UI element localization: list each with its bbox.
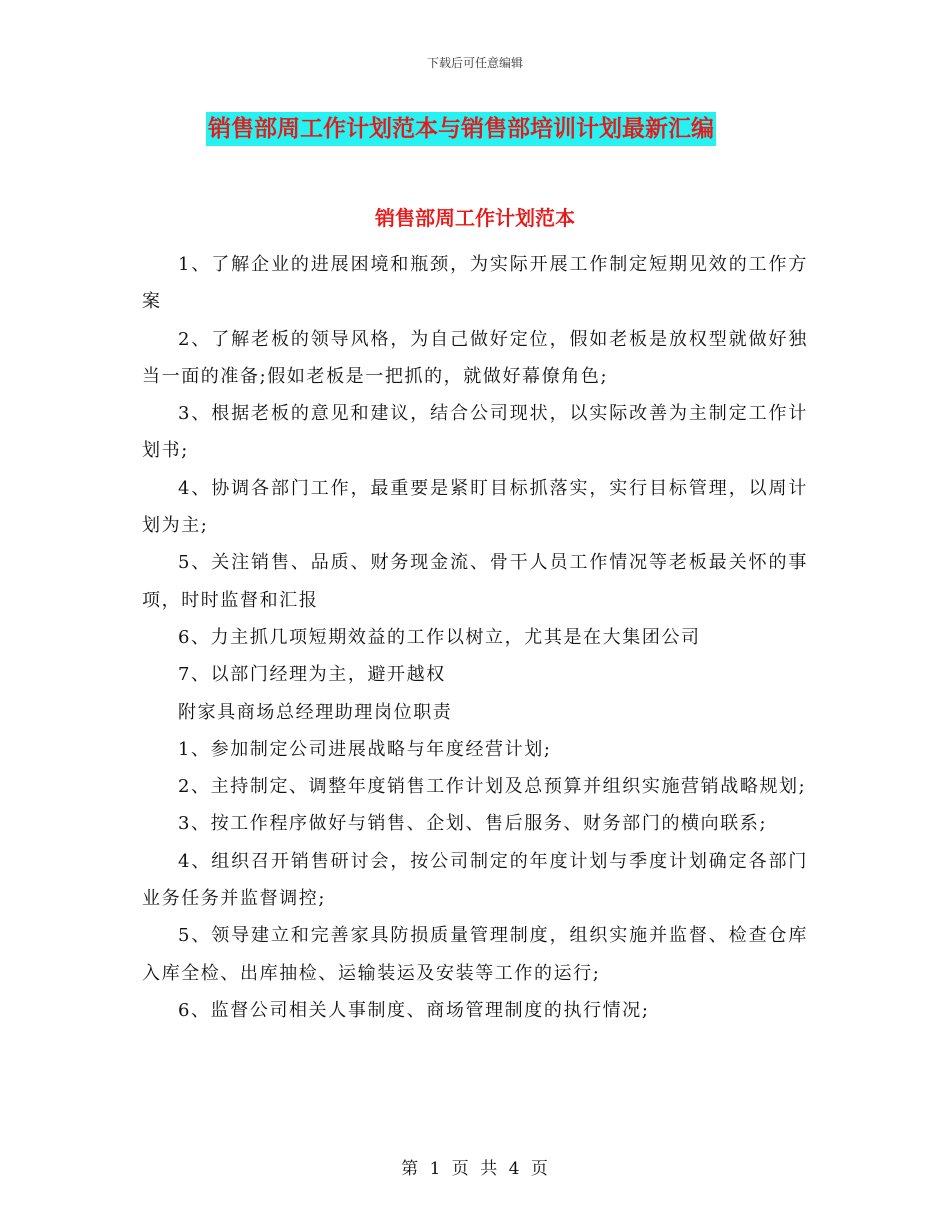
paragraph: 1、参加制定公司进展战略与年度经营计划;	[178, 738, 552, 760]
paragraph: 4、协调各部门工作，最重要是紧盯目标抓落实，实行目标管理，以周计划为主;	[142, 477, 808, 537]
paragraph: 3、根据老板的意见和建议，结合公司现状，以实际改善为主制定工作计划书;	[142, 403, 808, 462]
paragraph: 6、力主抓几项短期效益的工作以树立，尤其是在大集团公司	[178, 626, 701, 648]
paragraph: 6、监督公司相关人事制度、商场管理制度的执行情况;	[178, 999, 650, 1021]
header-note: 下载后可任意编辑	[426, 56, 523, 70]
paragraph: 2、主持制定、调整年度销售工作计划及总预算并组织实施营销战略规划;	[178, 776, 807, 798]
paragraph: 3、按工作程序做好与销售、企划、售后服务、财务部门的横向联系;	[178, 813, 768, 835]
paragraph: 2、了解老板的领导风格，为自己做好定位，假如老板是放权型就做好独当一面的准备;假如老板是一把抓的，就做好幕僚角色;	[142, 328, 808, 387]
document-body	[142, 246, 808, 1029]
paragraph: 1、了解企业的进展困境和瓶颈，为实际开展工作制定短期见效的工作方案	[142, 254, 808, 313]
paragraph: 5、关注销售、品质、财务现金流、骨干人员工作情况等老板最关怀的事项，时时监督和汇报	[142, 552, 808, 611]
paragraph: 5、领导建立和完善家具防损质量管理制度，组织实施并监督、检查仓库入库全检、出库抽检、运输装运及安装等工作的运行;	[142, 925, 808, 984]
section-title: 销售部周工作计划范本	[375, 206, 575, 230]
paragraph: 附家具商场总经理助理岗位职责	[178, 701, 453, 723]
document-title: 销售部周工作计划范本与销售部培训计划最新汇编	[206, 112, 716, 146]
paragraph: 7、以部门经理为主，避开越权	[178, 664, 446, 686]
paragraph: 4、组织召开销售研讨会，按公司制定的年度计划与季度计划确定各部门业务任务并监督调控;	[142, 850, 808, 910]
page-footer: 第 1 页 共 4 页	[401, 1159, 549, 1179]
